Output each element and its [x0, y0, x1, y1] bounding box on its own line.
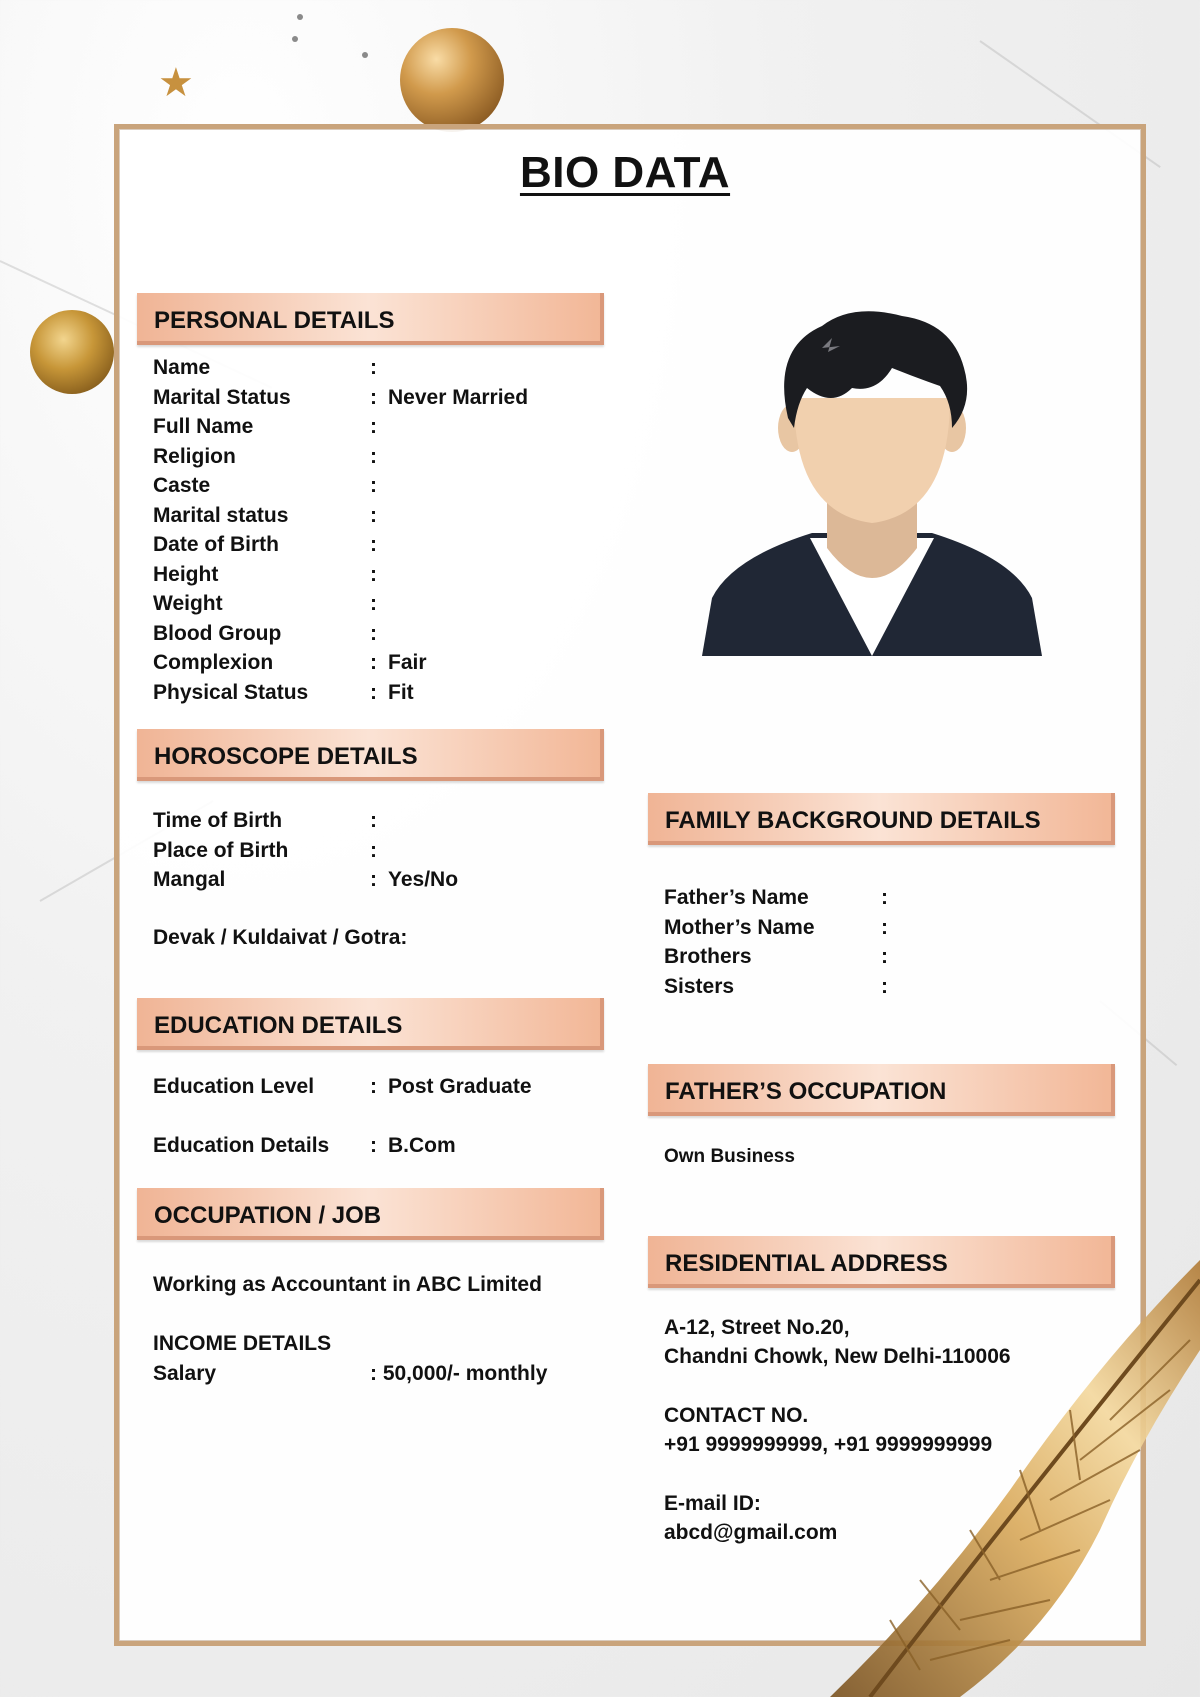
- field-separator: :: [881, 886, 888, 909]
- field-separator: :: [881, 974, 888, 998]
- field-separator: :: [370, 592, 377, 615]
- family-background-heading: FAMILY BACKGROUND DETAILS: [648, 793, 1115, 845]
- field-separator: :: [370, 356, 377, 379]
- income-details-heading: INCOME DETAILS: [153, 1332, 332, 1355]
- field-label: Religion: [153, 444, 236, 468]
- field-separator: :: [881, 945, 888, 968]
- address-line-1: A-12, Street No.20,: [664, 1316, 850, 1339]
- field-separator: :: [370, 868, 377, 891]
- field-label: Caste: [153, 474, 211, 497]
- glitter-bauble-ornament: [30, 310, 114, 394]
- field-separator: :: [370, 651, 377, 674]
- glitter-dot: [297, 14, 303, 20]
- salary-label: Salary: [153, 1362, 217, 1385]
- field-label: Father’s Name: [664, 886, 809, 909]
- field-separator: :: [370, 1075, 377, 1098]
- field-label: Complexion: [153, 651, 274, 674]
- field-label: Mangal: [153, 868, 226, 891]
- field-value: Yes/No: [388, 868, 459, 891]
- field-separator: :: [370, 838, 377, 862]
- job-description: Working as Accountant in ABC Limited: [153, 1273, 542, 1296]
- page-title: BIO DATA: [519, 148, 731, 197]
- email-heading: E-mail ID:: [664, 1492, 761, 1515]
- address-line-2: Chandni Chowk, New Delhi-110006: [664, 1345, 1011, 1368]
- gotra-label: Devak / Kuldaivat / Gotra:: [153, 926, 408, 949]
- field-label: Education Details: [153, 1134, 330, 1157]
- field-value: Post Graduate: [388, 1075, 532, 1098]
- personal-details-heading: PERSONAL DETAILS: [137, 293, 604, 345]
- field-label: Marital Status: [153, 385, 291, 409]
- field-separator: :: [370, 474, 377, 497]
- field-value: Never Married: [388, 385, 529, 409]
- contact-numbers: +91 9999999999, +91 9999999999: [664, 1433, 993, 1456]
- field-label: Time of Birth: [153, 809, 283, 832]
- field-label: Blood Group: [153, 621, 282, 645]
- field-label: Physical Status: [153, 680, 309, 704]
- field-label: Weight: [153, 592, 223, 615]
- field-separator: :: [370, 1134, 377, 1157]
- field-separator: :: [370, 533, 377, 556]
- glitter-dot: [292, 36, 298, 42]
- field-label: Date of Birth: [153, 533, 279, 556]
- field-separator: :: [370, 503, 377, 527]
- star-icon: ★: [158, 61, 194, 105]
- field-label: Marital status: [153, 503, 289, 527]
- email-value: abcd@gmail.com: [664, 1521, 838, 1544]
- horoscope-details-heading: HOROSCOPE DETAILS: [137, 729, 604, 781]
- field-label: Full Name: [153, 415, 254, 438]
- field-separator: :: [881, 915, 888, 939]
- occupation-heading: OCCUPATION / JOB: [137, 1188, 604, 1240]
- field-label: Mother’s Name: [664, 915, 815, 939]
- field-separator: :: [370, 809, 377, 832]
- father-occupation-value: Own Business: [664, 1146, 795, 1167]
- field-separator: :: [370, 680, 377, 704]
- field-separator: :: [370, 415, 377, 438]
- father-occupation-heading: FATHER’S OCCUPATION: [648, 1064, 1115, 1116]
- person-avatar-icon: [702, 308, 1042, 656]
- salary-value: : 50,000/- monthly: [370, 1362, 548, 1385]
- field-label: Height: [153, 562, 219, 586]
- field-value: Fair: [388, 651, 427, 674]
- residential-address-heading: RESIDENTIAL ADDRESS: [648, 1236, 1115, 1288]
- field-label: Education Level: [153, 1075, 315, 1098]
- field-value: B.Com: [388, 1134, 456, 1157]
- field-separator: :: [370, 621, 377, 645]
- field-separator: :: [370, 444, 377, 468]
- contact-heading: CONTACT NO.: [664, 1404, 809, 1427]
- gold-feather: [810, 1240, 1200, 1697]
- field-label: Place of Birth: [153, 838, 289, 862]
- field-label: Brothers: [664, 945, 752, 968]
- education-details-heading: EDUCATION DETAILS: [137, 998, 604, 1050]
- glitter-dot: [362, 52, 368, 58]
- field-value: Fit: [388, 680, 414, 704]
- field-separator: :: [370, 562, 377, 586]
- field-label: Name: [153, 356, 211, 379]
- field-separator: :: [370, 385, 377, 409]
- field-label: Sisters: [664, 974, 735, 998]
- bauble-ornament: [400, 28, 504, 132]
